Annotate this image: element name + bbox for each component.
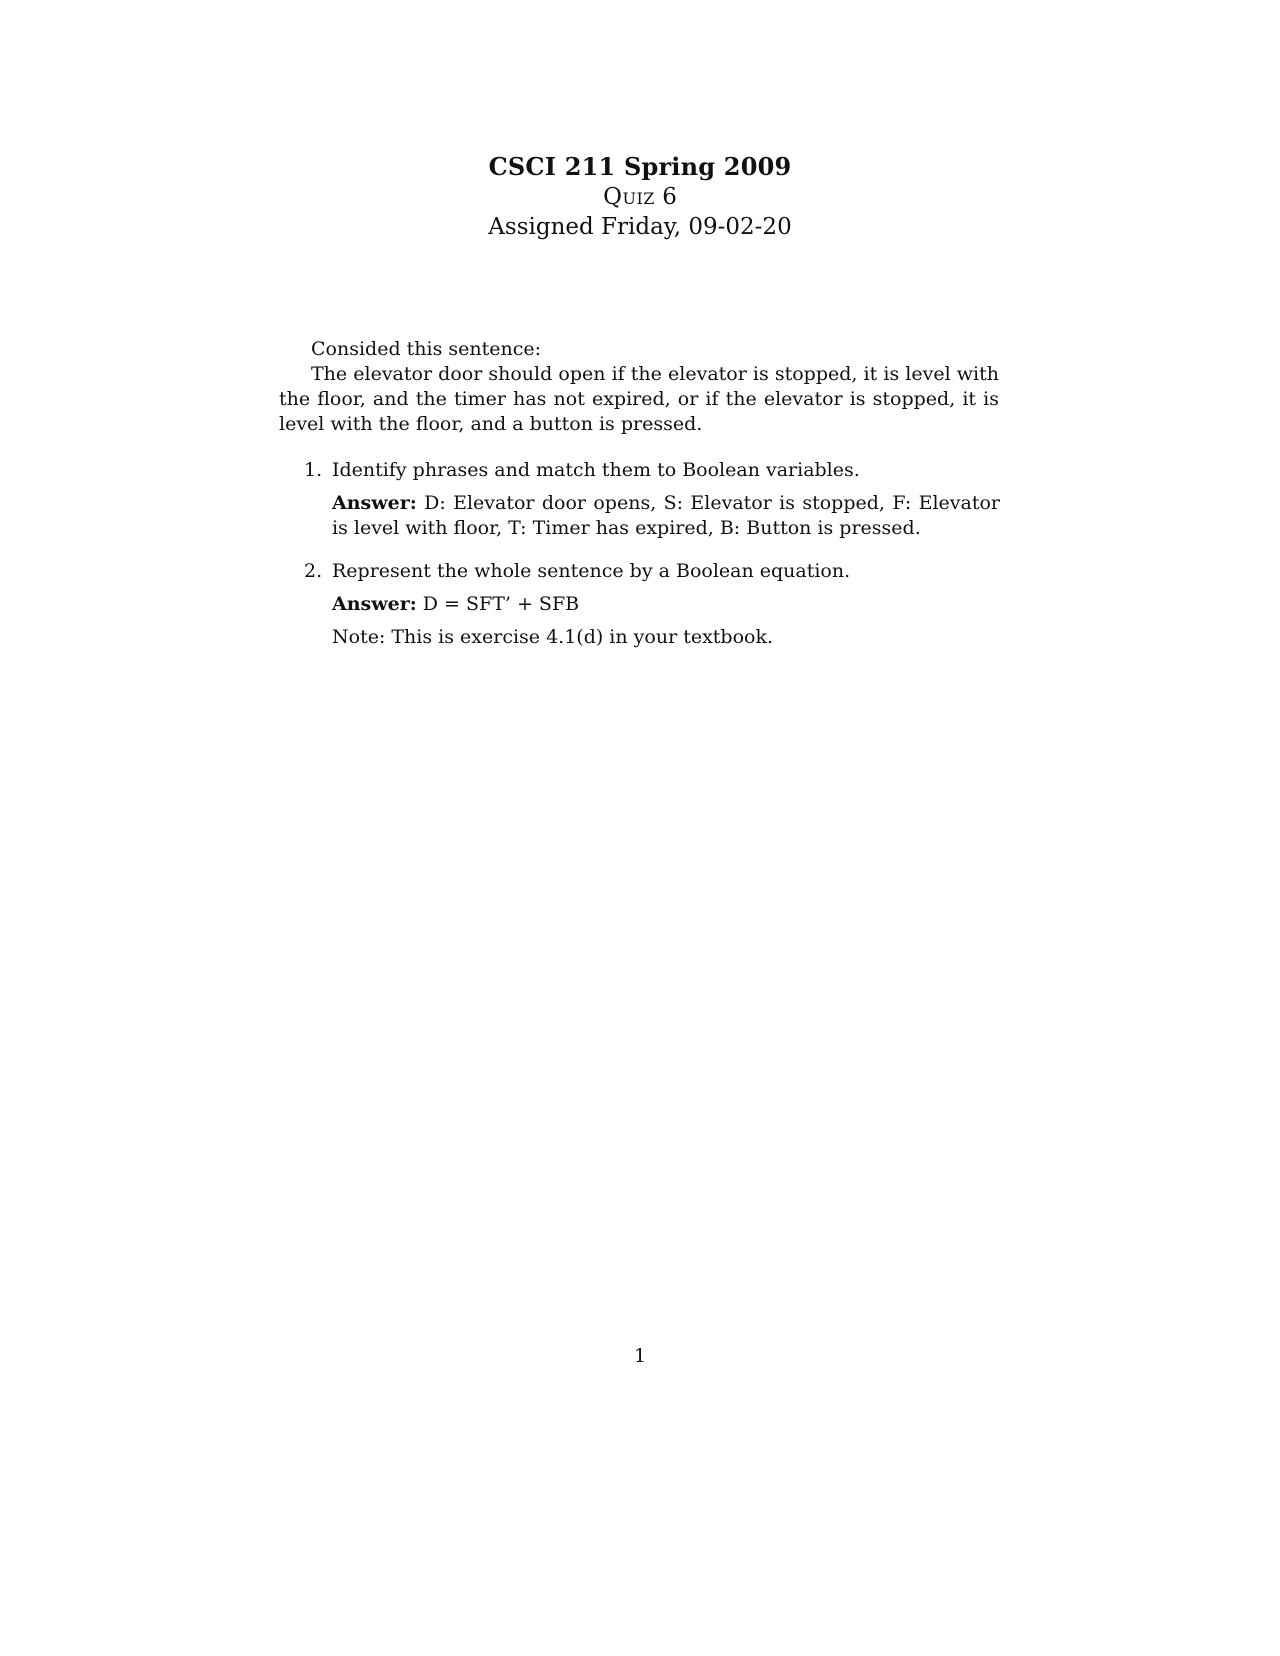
answer-text: D: Elevator door opens, S: Elevator is stopped, F: Elevator is level with floor, T: Timer has expired, B: Button is pressed. (332, 492, 1000, 539)
course-title: CSCI 211 Spring 2009 (488, 152, 792, 181)
intro-lead: Consided this sentence: (311, 338, 542, 360)
assigned-date: Assigned Friday, 09-02-20 (488, 214, 792, 240)
page-number: 1 (633, 1345, 647, 1367)
question-number: 2. (304, 560, 323, 582)
answer-label: Answer: (332, 593, 417, 615)
question-answer (332, 491, 1000, 541)
question-note: Note: This is exercise 4.1(d) in your textbook. (332, 626, 774, 648)
quiz-number: 6 (662, 184, 677, 210)
quiz-title (0, 182, 1280, 212)
title-block (0, 152, 1280, 242)
intro-section (279, 337, 999, 437)
quiz-word: Quiz (603, 184, 655, 210)
question-answer (332, 592, 1000, 617)
question-text: Represent the whole sentence by a Boolean equation. (332, 560, 851, 582)
question-text: Identify phrases and match them to Boolean variables. (332, 459, 860, 481)
question-number: 1. (304, 459, 323, 481)
question-item (304, 458, 1000, 541)
question-list (304, 458, 1000, 650)
answer-label: Answer: (332, 492, 417, 514)
answer-text: D = SFT’ + SFB (422, 593, 580, 615)
intro-sentence: The elevator door should open if the elevator is stopped, it is level with the floor, and the timer has not expired, or if the elevator is stopped, it is level with the floor, and a button is pressed. (279, 363, 999, 435)
question-item (304, 559, 1000, 650)
